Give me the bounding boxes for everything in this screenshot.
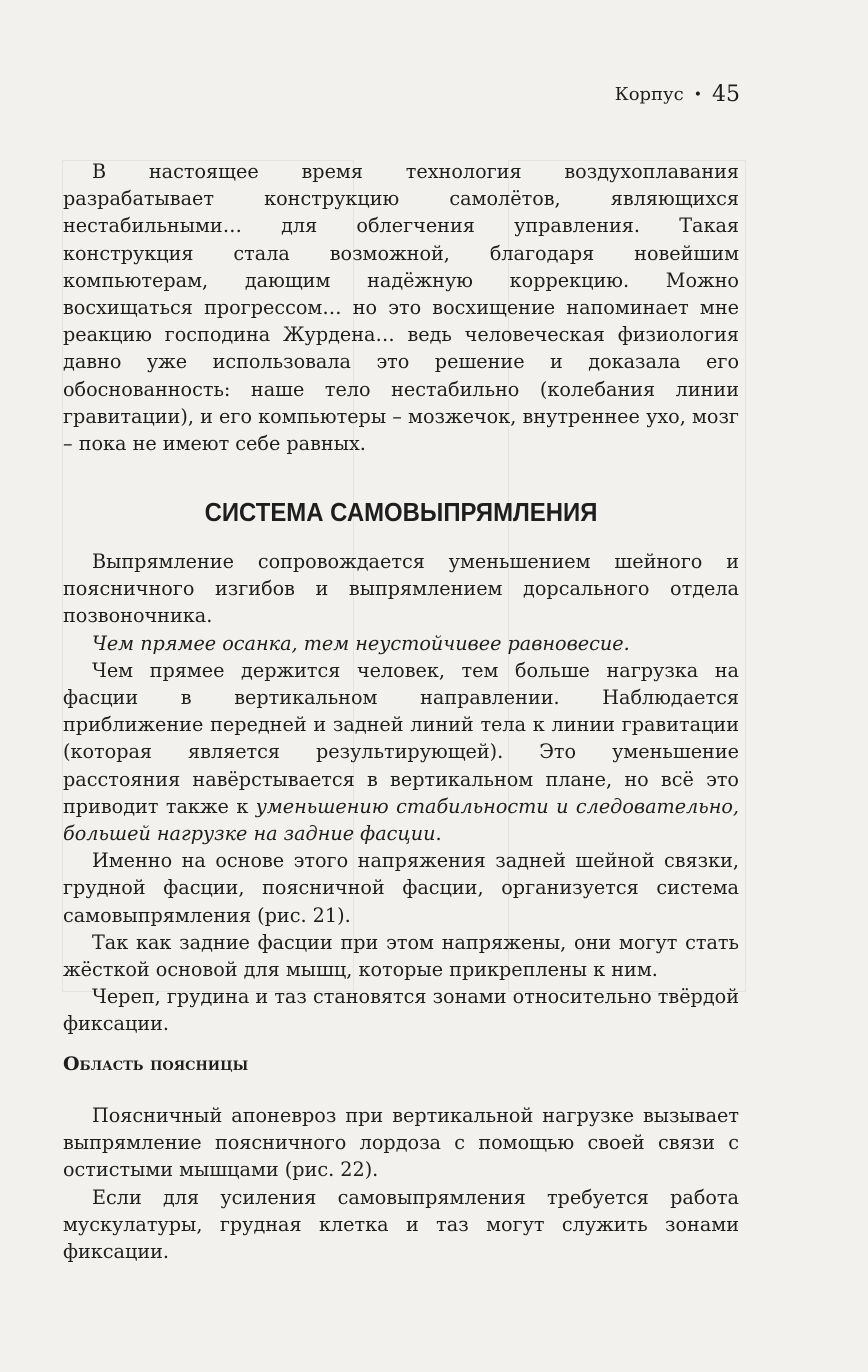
subsection-paragraph-2: Если для усиления самовыпрямления требуется работа мускулатуры, грудная клетка и таз могут служить зонами фиксации.	[63, 1185, 739, 1264]
intro-block	[63, 158, 739, 457]
section-paragraph-3-end: .	[435, 822, 442, 846]
subsection-title: Область поясницы	[63, 1053, 249, 1075]
section-paragraph-1: Выпрямление сопровождается уменьшением шейного и поясничного изгибов и выпрямлением дорсального отдела позвоночника.	[63, 550, 739, 628]
section-body	[63, 548, 739, 1038]
page-number: 45	[712, 82, 740, 107]
section-title: СИСТЕМА САМОВЫПРЯМЛЕНИЯ	[204, 497, 598, 527]
section-paragraph-2	[63, 630, 739, 657]
running-head-section: Корпус	[614, 84, 684, 105]
section-paragraph-3-start: Чем прямее держится человек, тем больше нагрузка на фасции в вертикальном направлении. Наблюдается приближение передней и задней линий тела к линии гравитации (которая является результирующей). Это уменьшение расстояния навёрстывается в вертикальном плане, но всё это приводит также к	[63, 658, 739, 818]
intro-paragraph: В настоящее время технология воздухоплавания разрабатывает конструкцию самолётов, являющихся нестабильными… для облегчения управления. Такая конструкция стала возможной, благодаря новейшим компьютерам, дающим надёжную коррекцию. Можно восхищаться прогрессом… но это восхищение напоминает мне реакцию господина Журдена… ведь человеческая физиология давно уже использовала это решение и доказала его обоснованность: наше тело нестабильно (колебания линии гравитации), и его компьютеры – мозжечок, внутреннее ухо, мозг – пока не имеют себе равных.	[63, 160, 739, 456]
running-head	[615, 82, 740, 107]
section-paragraph-4: Именно на основе этого напряжения задней шейной связки, грудной фасции, поясничной фасции, организуется система самовыпрямления (рис. 21).	[63, 849, 739, 927]
section-paragraph-5: Так как задние фасции при этом напряжены, они могут стать жёсткой основой для мышц, которые прикреплены к ним.	[63, 930, 739, 982]
running-head-separator: •	[693, 86, 702, 103]
subsection-body	[63, 1102, 739, 1265]
section-paragraph-3-italic: уменьшению стабильности и следовательно, большей нагрузке на задние фасции	[63, 794, 740, 846]
section-paragraph-2-italic: Чем прямее осанка, тем неустойчивее равновесие.	[92, 631, 630, 655]
section-paragraph-6: Череп, грудина и таз становятся зонами относительно твёрдой фиксации.	[63, 985, 739, 1036]
section-paragraph-3	[63, 657, 739, 847]
subsection-paragraph-1: Поясничный апоневроз при вертикальной нагрузке вызывает выпрямление поясничного лордоза с помощью своей связи с остистыми мышцами (рис. 22).	[63, 1104, 739, 1182]
